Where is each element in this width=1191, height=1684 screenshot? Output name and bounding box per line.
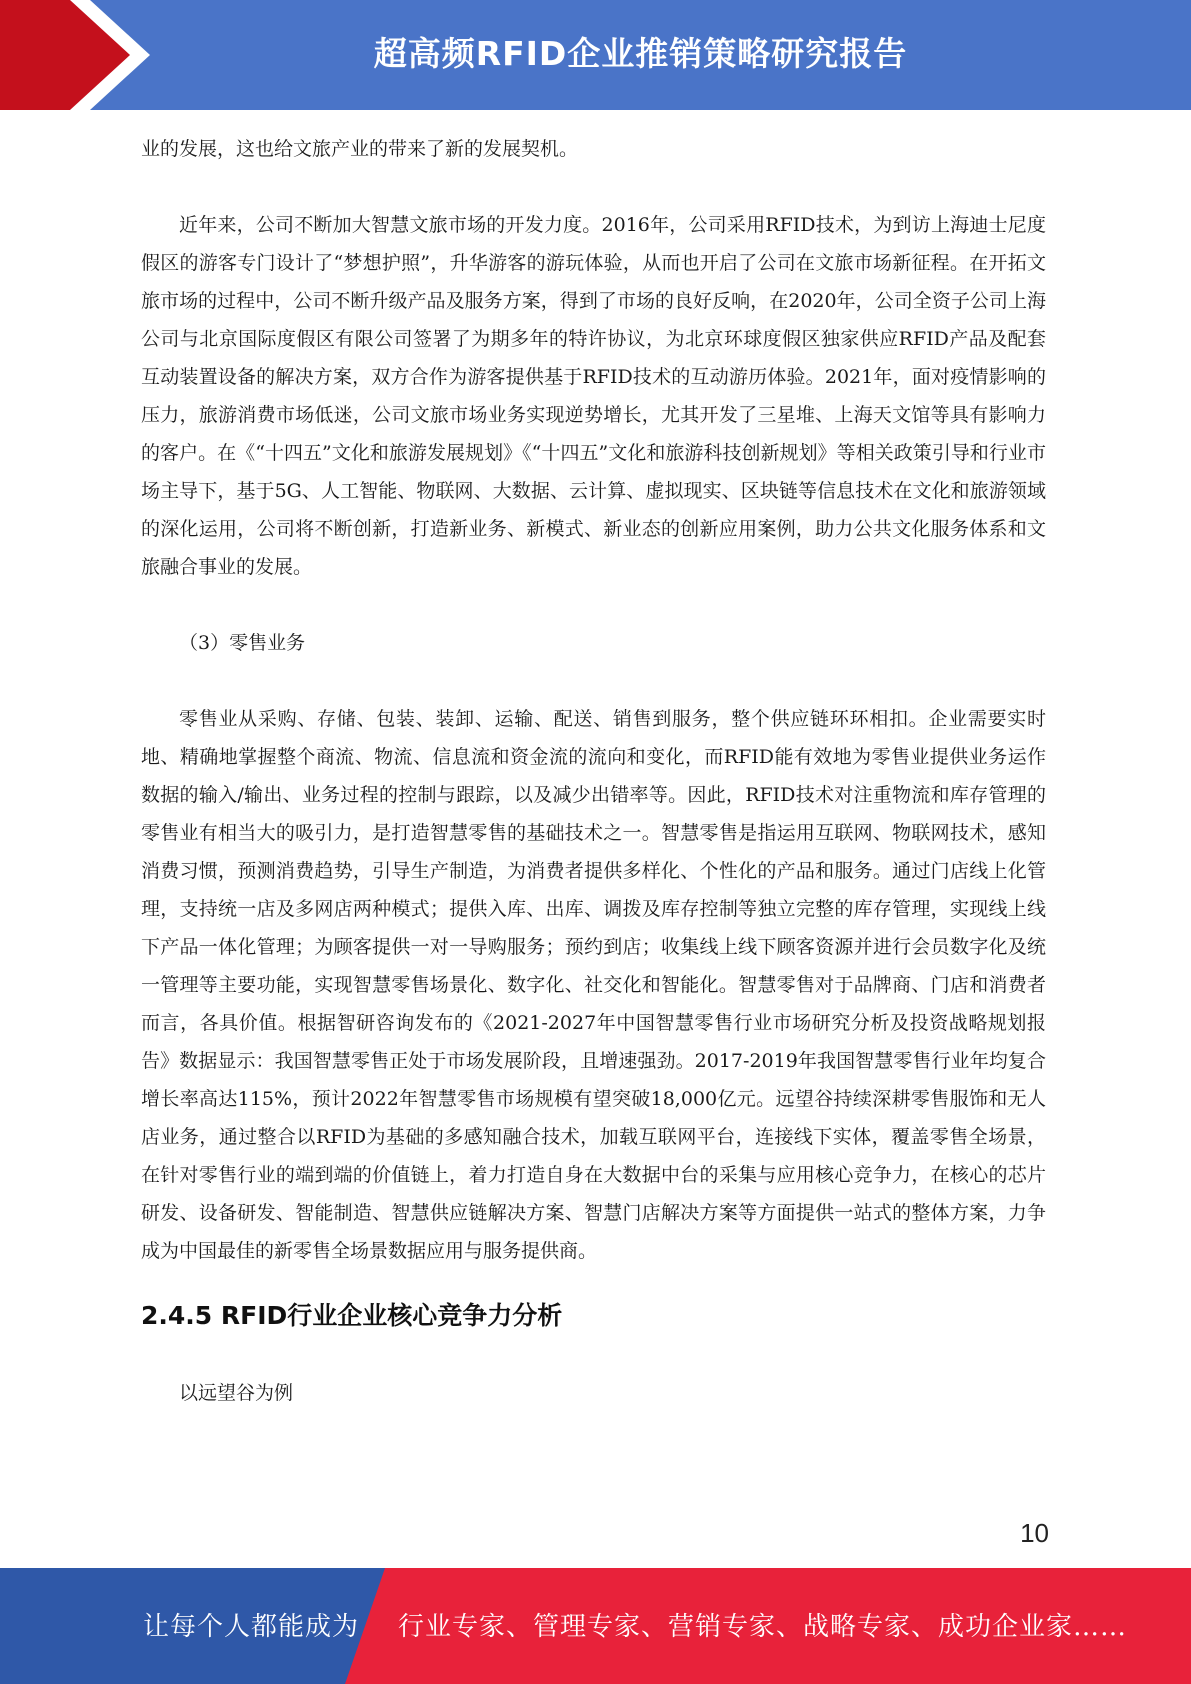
paragraph-example: 以远望谷为例 xyxy=(179,1382,294,1404)
paragraph-continuation: 业的发展，这也给文旅产业的带来了新的发展契机。 xyxy=(141,138,579,160)
page-number: 10 xyxy=(1020,1518,1049,1548)
footer-banner xyxy=(0,1568,1191,1684)
footer-slogan-left: 让每个人都能成为 xyxy=(143,1612,360,1642)
subheading-retail: （3）零售业务 xyxy=(179,632,306,654)
header-banner xyxy=(0,0,1191,110)
footer-slogan-right: 行业专家、管理专家、营销专家、战略专家、成功企业家…… xyxy=(398,1612,1128,1642)
section-heading: 2.4.5 RFID行业企业核心竞争力分析 xyxy=(141,1301,563,1330)
paragraph-tourism: 近年来，公司不断加大智慧文旅市场的开发力度。2016年，公司采用RFID技术，为到访上海迪士尼度假区的游客专门设计了“梦想护照”，升华游客的游玩体验，从而也开启了公司在文旅市场新征程。在开拓文旅市场的过程中，公司不断升级产品及服务方案，得到了市场的良好反响，在2020年，公司全资子公司上海公司与北京国际度假区有限公司签署了为期多年的特许协议，为北京环球度假区独家供应RFID产品及配套互动装置设备的解决方案，双方合作为游客提供基于RFID技术的互动游历体验。2021年，面对疫情影响的压力，旅游消费市场低迷，公司文旅市场业务实现逆势增长，尤其开发了三星堆、上海天文馆等具有影响力的客户。在《“十四五”文化和旅游发展规划》《“十四五”文化和旅游科技创新规划》等相关政策引导和行业市场主导下，基于5G、人工智能、物联网、大数据、云计算、虚拟现实、区块链等信息技术在文化和旅游领域的深化运用，公司将不断创新，打造新业务、新模式、新业态的创新应用案例，助力公共文化服务体系和文旅融合事业的发展。 xyxy=(141,214,1046,578)
paragraph-retail: 零售业从采购、存储、包装、装卸、运输、配送、销售到服务，整个供应链环环相扣。企业需要实时地、精确地掌握整个商流、物流、信息流和资金流的流向和变化，而RFID能有效地为零售业提供业务运作数据的输入/输出、业务过程的控制与跟踪，以及减少出错率等。因此，RFID技术对注重物流和库存管理的零售业有相当大的吸引力，是打造智慧零售的基础技术之一。智慧零售是指运用互联网、物联网技术，感知消费习惯，预测消费趋势，引导生产制造，为消费者提供多样化、个性化的产品和服务。通过门店线上化管理，支持统一店及多网店两种模式；提供入库、出库、调拨及库存控制等独立完整的库存管理，实现线上线下产品一体化管理；为顾客提供一对一导购服务；预约到店；收集线上线下顾客资源并进行会员数字化及统一管理等主要功能，实现智慧零售场景化、数字化、社交化和智能化。智慧零售对于品牌商、门店和消费者而言，各具价值。根据智研咨询发布的《2021-2027年中国智慧零售行业市场研究分析及投资战略规划报告》数据显示：我国智慧零售正处于市场发展阶段，且增速强劲。2017-2019年我国智慧零售行业年均复合增长率高达115%，预计2022年智慧零售市场规模有望突破18,000亿元。远望谷持续深耕零售服饰和无人店业务，通过整合以RFID为基础的多感知融合技术，加载互联网平台，连接线下实体，覆盖零售全场景，在针对零售行业的端到端的价值链上，着力打造自身在大数据中台的采集与应用核心竞争力，在核心的芯片研发、设备研发、智能制造、智慧供应链解决方案、智慧门店解决方案等方面提供一站式的整体方案，力争成为中国最佳的新零售全场景数据应用与服务提供商。 xyxy=(141,708,1046,1262)
page-content xyxy=(141,130,1046,1412)
report-title: 超高频RFID企业推销策略研究报告 xyxy=(373,34,908,73)
